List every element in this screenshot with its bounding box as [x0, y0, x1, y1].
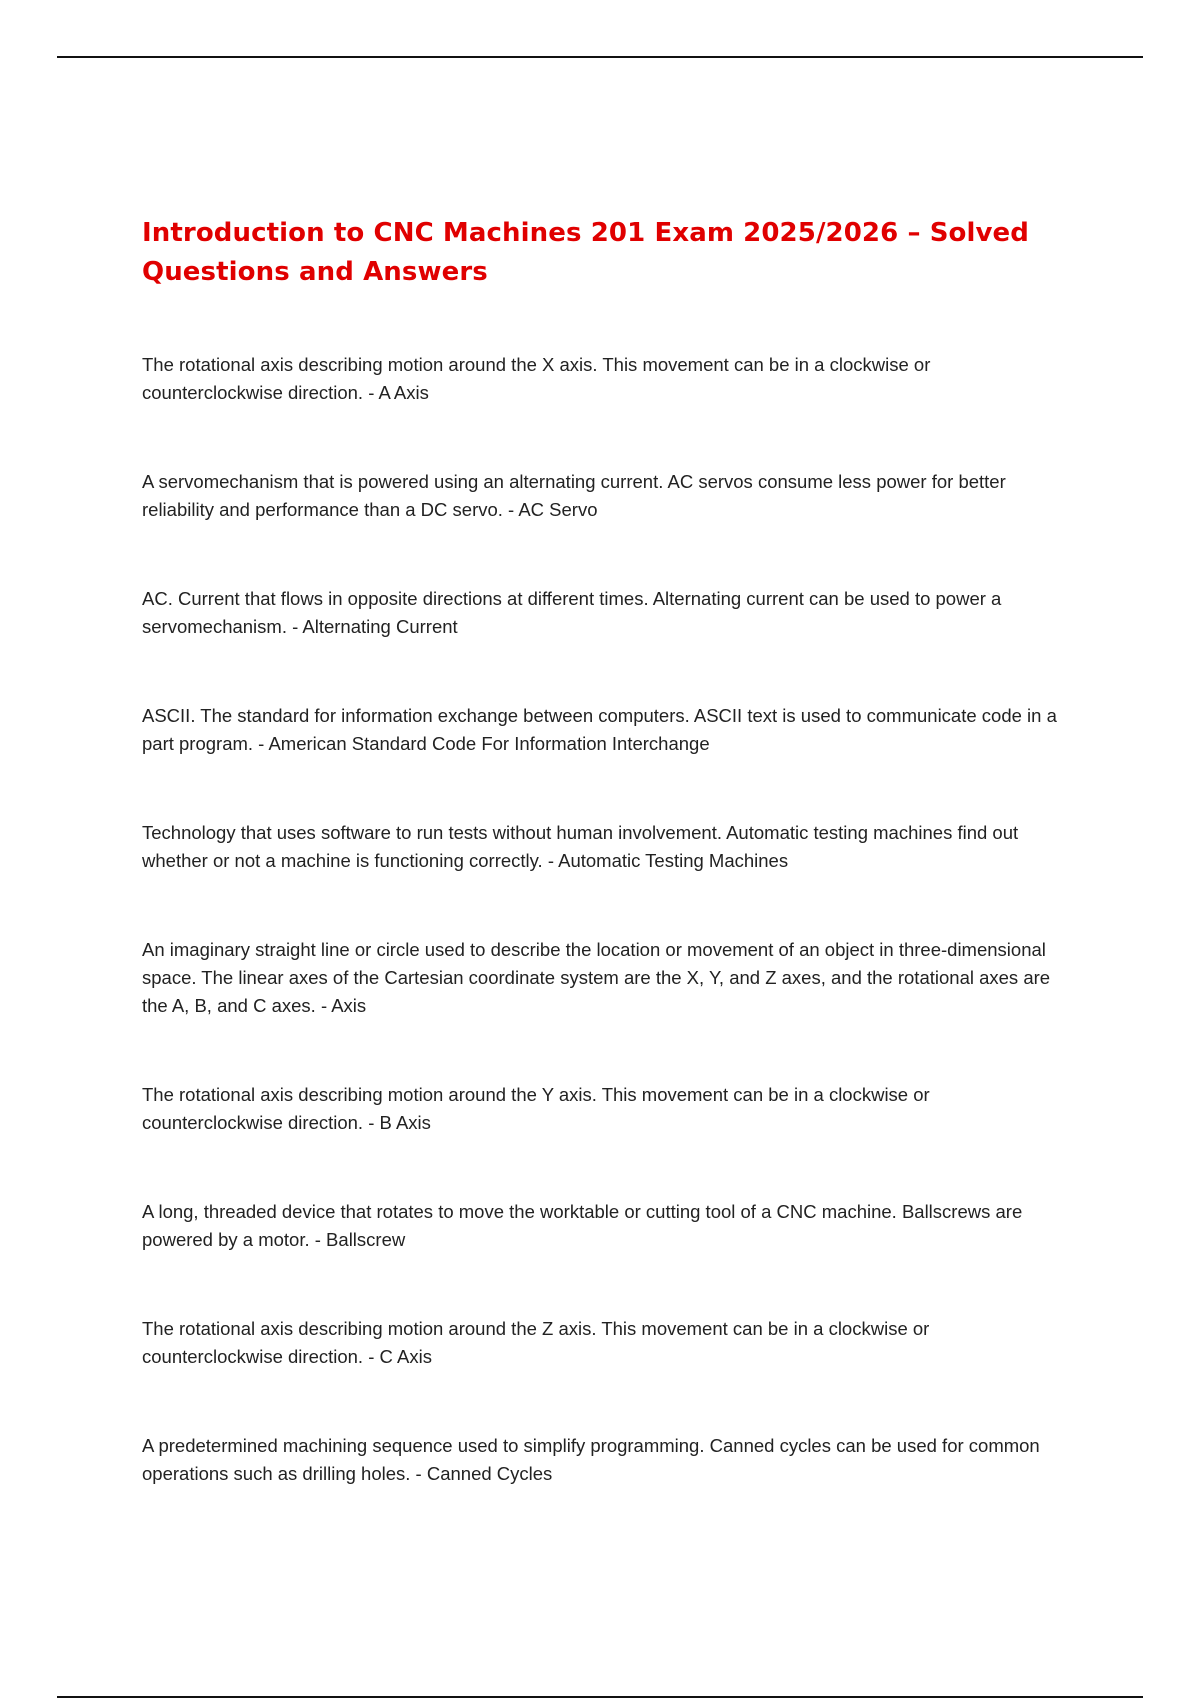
qa-item: Technology that uses software to run tests without human involvement. Automatic testing machines find out whether or not a machine is functioning correctly. - Automatic Testing Machines: [142, 822, 1019, 871]
qa-item: The rotational axis describing motion around the Z axis. This movement can be in a clockwise or counterclockwise direction. - C Axis: [142, 1318, 930, 1367]
qa-item: The rotational axis describing motion around the Y axis. This movement can be in a clockwise or counterclockwise direction. - B Axis: [142, 1084, 930, 1133]
qa-item: The rotational axis describing motion around the X axis. This movement can be in a clockwise or counterclockwise direction. - A Axis: [142, 354, 931, 403]
qa-item: A predetermined machining sequence used to simplify programming. Canned cycles can be used for common operations such as drilling holes. - Canned Cycles: [142, 1435, 1040, 1484]
qa-list: [142, 351, 1062, 1549]
qa-item: A long, threaded device that rotates to move the worktable or cutting tool of a CNC machine. Ballscrews are powered by a motor. - Ballscrew: [142, 1201, 1023, 1250]
document-title: Introduction to CNC Machines 201 Exam 2025/2026 – Solved Questions and Answers: [142, 218, 1029, 287]
qa-item: ASCII. The standard for information exchange between computers. ASCII text is used to communicate code in a part program. - American Standard Code For Information Interchange: [142, 705, 1057, 754]
top-rule: [57, 56, 1143, 58]
bottom-rule: [57, 1696, 1143, 1698]
qa-item: An imaginary straight line or circle used to describe the location or movement of an object in three-dimensional space. The linear axes of the Cartesian coordinate system are the X, Y, and Z axes, and the rotational axes are the A, B, and C axes. - Axis: [142, 939, 1051, 1016]
qa-item: A servomechanism that is powered using an alternating current. AC servos consume less power for better reliability and performance than a DC servo. - AC Servo: [142, 471, 1006, 520]
qa-item: AC. Current that flows in opposite directions at different times. Alternating current can be used to power a servomechanism. - Alternating Current: [142, 588, 1002, 637]
